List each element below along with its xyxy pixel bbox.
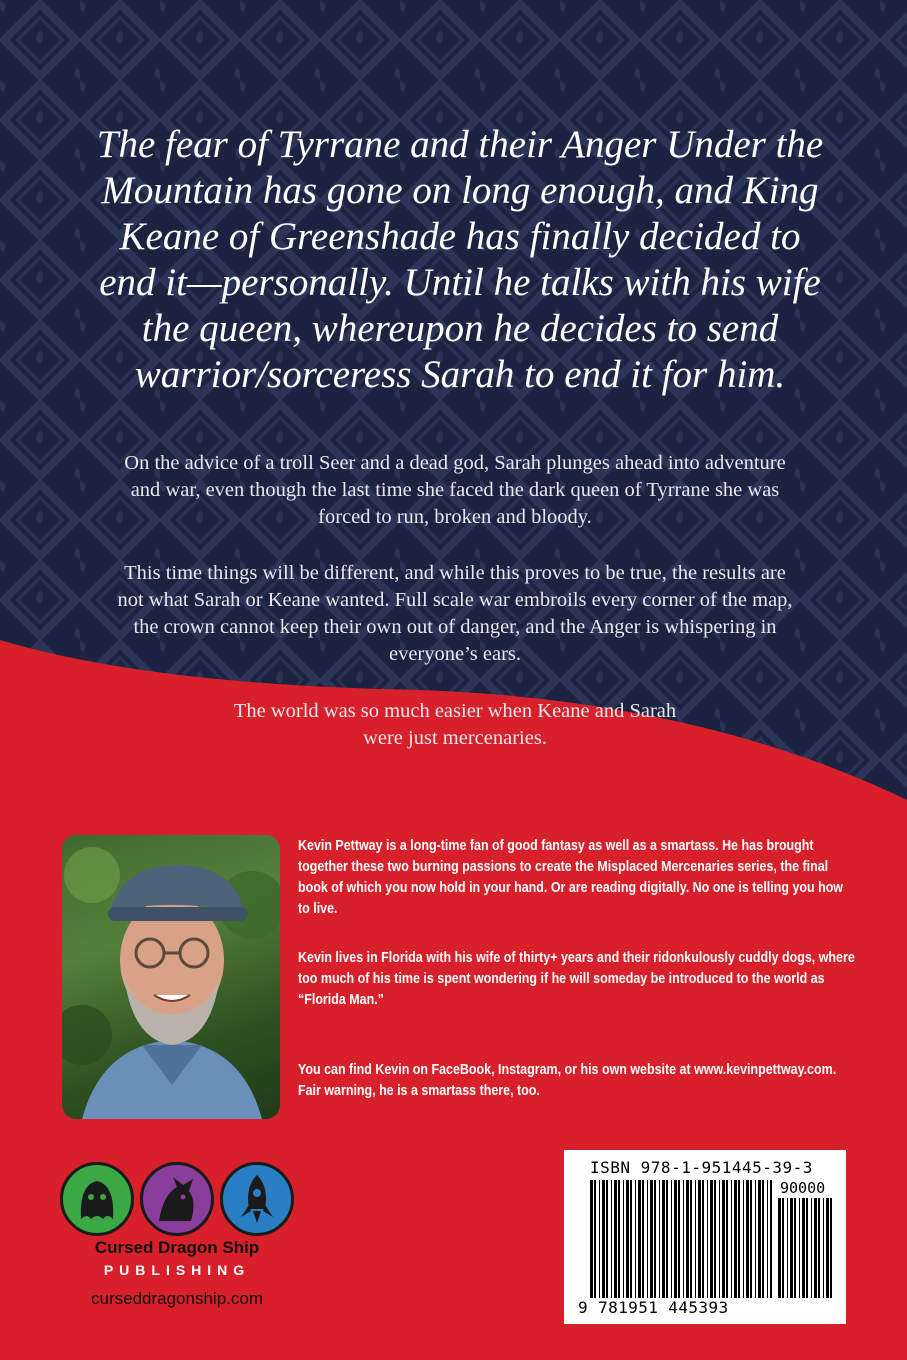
blurb-paragraph-3: The world was so much easier when Keane and Sarah were just mercenaries. (233, 700, 677, 749)
author-photo (62, 835, 280, 1119)
price-code: 90000 (780, 1179, 826, 1197)
author-bio-paragraph-1: Kevin Pettway is a long-time fan of good fantasy as well as a smartass. He has brought together these two burning passions to create the Misplaced Mercenaries series, the final book of which you now hold in your hand. Or are reading digitally. No one is telling you how to live. (298, 838, 844, 917)
publisher-name: Cursed Dragon Ship (94, 1238, 260, 1257)
rocket-logo-icon (220, 1162, 294, 1236)
tagline: The fear of Tyrrane and their Anger Under the Mountain has gone on long enough, and King Keane of Greenshade has finally decided to end it—personally. Until he talks with his wife the queen, whereupon he decides to send warrior/sorceress Sarah to end it for him. (96, 123, 824, 396)
addon-barcode-bars (778, 1198, 834, 1298)
ghost-logo-icon (60, 1162, 134, 1236)
publisher-url: curseddragonship.com (91, 1289, 263, 1308)
dragon-logo-icon (140, 1162, 214, 1236)
isbn-label: ISBN 978-1-951445-39-3 (590, 1158, 813, 1177)
author-bio-paragraph-3: You can find Kevin on FaceBook, Instagram, or his own website at www.kevinpettway.com. Fair warning, he is a smartass there, too. (298, 1062, 837, 1099)
blurb-paragraph-1: On the advice of a troll Seer and a dead god, Sarah plunges ahead into adventure and war, even though the last time she faced the dark queen of Tyrrane she was forced to run, broken and bloody. (124, 452, 786, 528)
barcode-bars (590, 1180, 772, 1298)
blurb-paragraph-2: This time things will be different, and while this proves to be true, the results are not what Sarah or Keane wanted. Full scale war embroils every corner of the map, the crown cannot keep their own out of danger, and the Anger is whispering in everyone’s ears. (117, 562, 793, 665)
isbn-barcode (564, 1150, 846, 1324)
author-bio-paragraph-2: Kevin lives in Florida with his wife of thirty+ years and their ridonkulously cuddly dogs, where too much of his time is spent wondering if he will someday be introduced to the world as “Florida Man.” (298, 950, 855, 1008)
barcode-digits: 9 781951 445393 (578, 1298, 729, 1317)
publisher-subtitle: PUBLISHING (103, 1262, 251, 1278)
